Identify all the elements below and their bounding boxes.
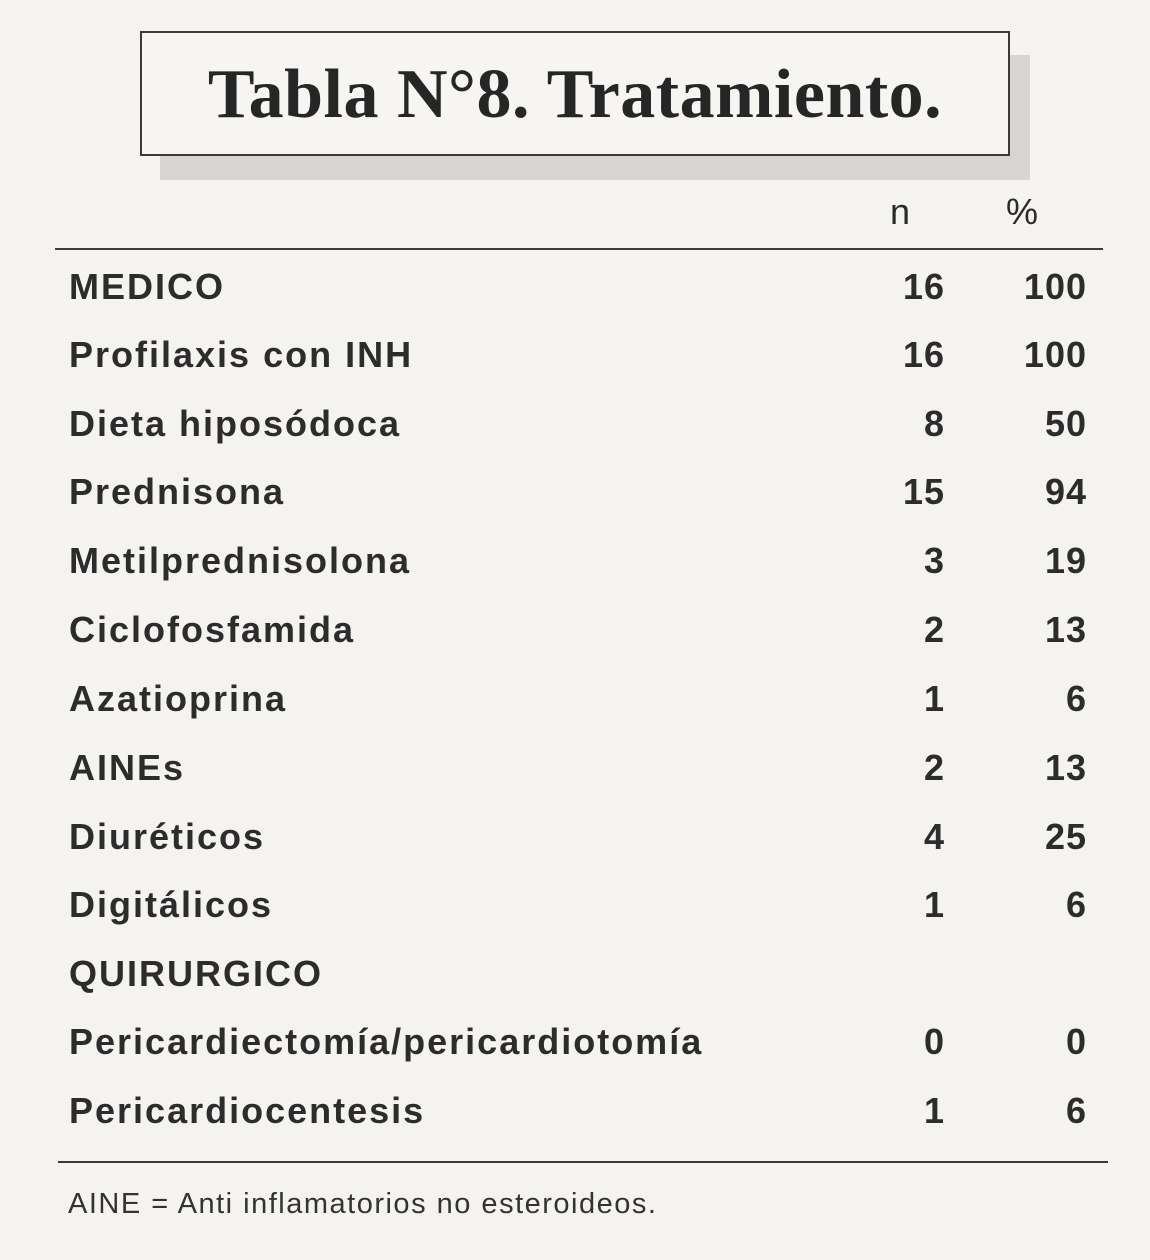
row-label: Ciclofosfamida — [69, 609, 356, 650]
table-row — [0, 880, 1150, 930]
row-n: 0 — [923, 1021, 945, 1062]
table-row — [0, 1086, 1150, 1136]
table-row — [0, 536, 1150, 586]
row-label: AINEs — [69, 747, 186, 788]
row-percent: 100 — [1023, 266, 1087, 307]
footnote: AINE = Anti inflamatorios no esteroideos. — [68, 1188, 658, 1220]
row-n: 16 — [902, 266, 945, 307]
row-label: Metilprednisolona — [69, 540, 412, 581]
row-n: 1 — [923, 678, 945, 719]
table-row — [0, 262, 1150, 312]
table-row — [0, 812, 1150, 862]
table-row — [0, 1017, 1150, 1067]
row-percent: 13 — [1044, 609, 1087, 650]
row-n: 1 — [923, 1090, 945, 1131]
row-n: 2 — [923, 747, 945, 788]
row-label: QUIRURGICO — [69, 953, 323, 994]
row-percent: 100 — [1023, 334, 1087, 375]
table-row — [0, 674, 1150, 724]
row-percent: 6 — [1065, 678, 1087, 719]
row-label: Diuréticos — [69, 816, 266, 857]
bottom-rule — [58, 1161, 1108, 1163]
table-title: Tabla N°8. Tratamiento. — [207, 56, 943, 133]
row-label: MEDICO — [69, 266, 225, 307]
row-percent: 6 — [1065, 1090, 1087, 1131]
row-label: Dieta hiposódoca — [69, 403, 402, 444]
table-row — [0, 605, 1150, 655]
row-n: 2 — [923, 609, 945, 650]
row-n: 3 — [923, 540, 945, 581]
row-percent: 19 — [1044, 540, 1087, 581]
row-percent: 0 — [1065, 1021, 1087, 1062]
row-label: Prednisona — [69, 471, 286, 512]
row-percent: 94 — [1044, 471, 1087, 512]
table-row — [0, 399, 1150, 449]
row-percent: 50 — [1044, 403, 1087, 444]
row-n: 16 — [902, 334, 945, 375]
row-label: Pericardiocentesis — [69, 1090, 426, 1131]
table-row — [0, 330, 1150, 380]
row-percent: 25 — [1044, 816, 1087, 857]
title-box — [140, 31, 1010, 156]
table-row — [0, 949, 1150, 999]
row-label: Pericardiectomía/pericardiotomía — [69, 1021, 704, 1062]
row-n: 8 — [923, 403, 945, 444]
row-n: 1 — [923, 884, 945, 925]
row-percent: 6 — [1065, 884, 1087, 925]
table-row — [0, 743, 1150, 793]
row-label: Profilaxis con INH — [69, 334, 414, 375]
top-rule — [55, 248, 1103, 250]
column-header-percent: % — [1006, 191, 1039, 232]
row-n: 4 — [923, 816, 945, 857]
row-percent: 13 — [1044, 747, 1087, 788]
row-n: 15 — [902, 471, 945, 512]
row-label: Digitálicos — [69, 884, 274, 925]
column-header-n: n — [890, 191, 911, 232]
table-row — [0, 467, 1150, 517]
row-label: Azatioprina — [69, 678, 288, 719]
